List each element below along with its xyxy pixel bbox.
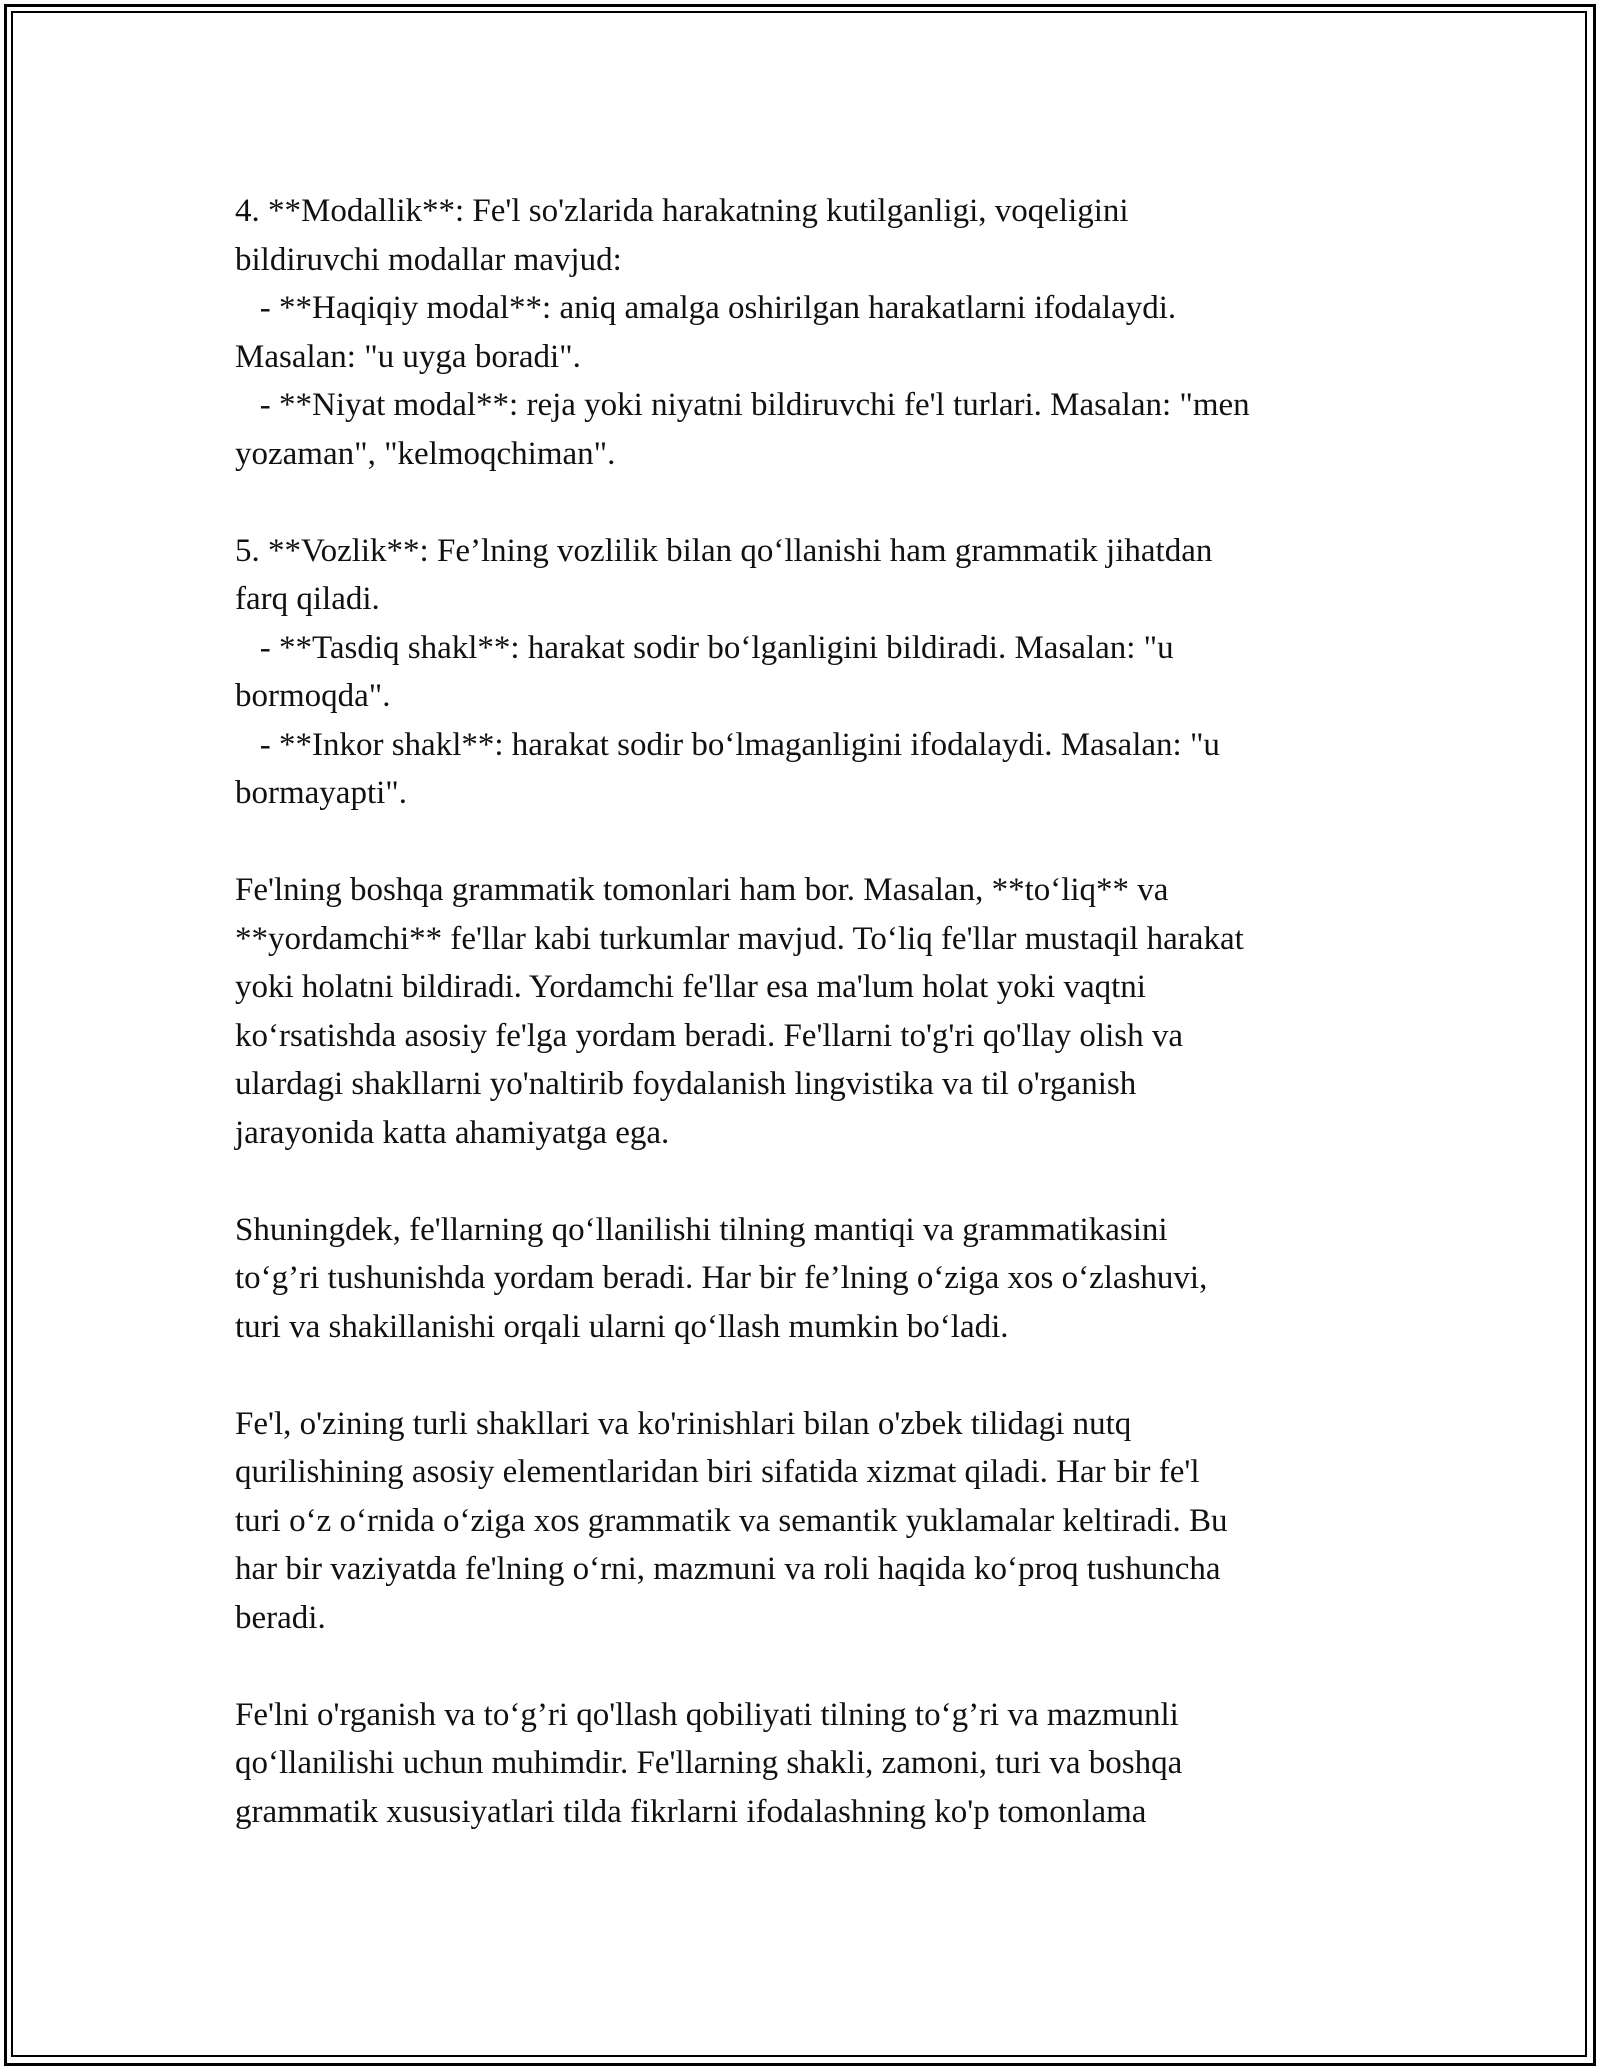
text-line: ulardagi shakllarni yo'naltirib foydalanish lingvistika va til o'rganish: [235, 1066, 1137, 1102]
text-line: Masalan: "u uyga boradi".: [235, 338, 581, 375]
paragraph-shuningdek: [235, 1206, 1385, 1352]
paragraph-gap: [235, 1157, 1385, 1206]
text-line: har bir vaziyatda fe'lning o‘rni, mazmuni va roli haqida ko‘proq tushuncha: [235, 1551, 1221, 1587]
text-line: grammatik xususiyatlari tilda fikrlarni ifodalashning ko'p tomonlama: [235, 1793, 1147, 1830]
text-line: yoki holatni bildiradi. Yordamchi fe'llar esa ma'lum holat yoki vaqtni: [235, 969, 1146, 1005]
text-line: bormoqda".: [235, 678, 391, 714]
paragraph-gap: [235, 1642, 1385, 1691]
text-line: jarayonida katta ahamiyatga ega.: [235, 1114, 670, 1151]
text-line: Fe'l, o'zining turli shakllari va ko'rinishlari bilan o'zbek tilidagi nutq: [235, 1405, 1132, 1442]
text-line: - **Niyat modal**: reja yoki niyatni bildiruvchi fe'l turlari. Masalan: "men: [235, 387, 1250, 423]
paragraph-gap: [235, 478, 1385, 527]
text-line: bormayapti".: [235, 775, 408, 811]
document-body: [235, 187, 1385, 1836]
paragraph-gap: [235, 1351, 1385, 1400]
text-line: qurilishining asosiy elementlaridan biri sifatida xizmat qiladi. Har bir fe'l: [235, 1454, 1200, 1490]
text-line: qo‘llanilishi uchun muhimdir. Fe'llarning shakli, zamoni, turi va boshqa: [235, 1745, 1183, 1781]
text-line: farq qiladi.: [235, 581, 380, 617]
text-line: beradi.: [235, 1599, 326, 1636]
text-line: turi va shakillanishi orqali ularni qo‘llash mumkin bo‘ladi.: [235, 1308, 1009, 1345]
text-line: Fe'lning boshqa grammatik tomonlari ham bor. Masalan, **to‘liq** va: [235, 872, 1169, 908]
text-line: ko‘rsatishda asosiy fe'lga yordam beradi. Fe'llarni to'g'ri qo'llay olish va: [235, 1017, 1184, 1054]
paragraph-gap: [235, 818, 1385, 867]
paragraph-modallik: [235, 187, 1385, 478]
paragraph-fel-organish: [235, 1691, 1385, 1837]
text-line: 5. **Vozlik**: Fe’lning vozlilik bilan qo‘llanishi ham grammatik jihatdan: [235, 532, 1213, 569]
paragraph-vozlik: [235, 527, 1385, 818]
text-line: - **Inkor shakl**: harakat sodir bo‘lmaganligini ifodalaydi. Masalan: "u: [235, 726, 1220, 763]
text-line: bildiruvchi modallar mavjud:: [235, 241, 622, 278]
text-line: to‘g’ri tushunishda yordam beradi. Har bir fe’lning o‘ziga xos o‘zlashuvi,: [235, 1260, 1208, 1296]
text-line: turi o‘z o‘rnida o‘ziga xos grammatik va semantik yuklamalar keltiradi. Bu: [235, 1502, 1228, 1539]
paragraph-fel-shakllari: [235, 1400, 1385, 1643]
text-line: **yordamchi** fe'llar kabi turkumlar mavjud. To‘liq fe'llar mustaqil harakat: [235, 920, 1244, 957]
text-line: Fe'lni o'rganish va to‘g’ri qo'llash qobiliyati tilning to‘g’ri va mazmunli: [235, 1696, 1179, 1733]
paragraph-grammatik-tomonlar: [235, 866, 1385, 1157]
text-line: - **Haqiqiy modal**: aniq amalga oshirilgan harakatlarni ifodalaydi.: [235, 290, 1177, 326]
text-line: - **Tasdiq shakl**: harakat sodir bo‘lganligini bildiradi. Masalan: "u: [235, 629, 1174, 666]
text-line: yozaman", "kelmoqchiman".: [235, 435, 616, 472]
text-line: 4. **Modallik**: Fe'l so'zlarida harakatning kutilganligi, voqeligini: [235, 193, 1129, 229]
text-line: Shuningdek, fe'llarning qo‘llanilishi tilning mantiqi va grammatikasini: [235, 1211, 1168, 1248]
